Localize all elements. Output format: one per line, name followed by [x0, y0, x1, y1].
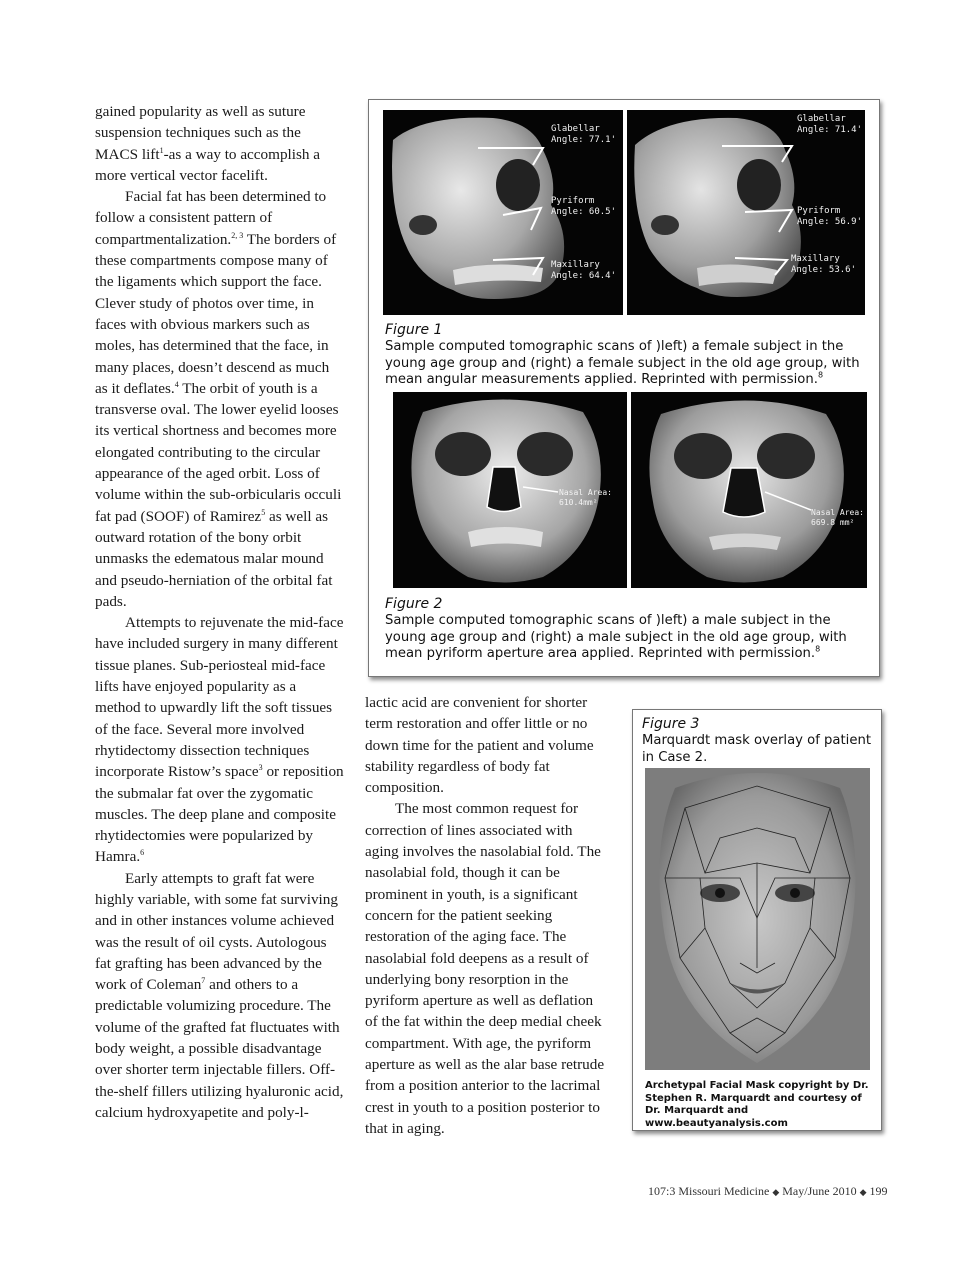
left-text-column — [95, 101, 345, 1123]
nasal-area-label: Nasal Area: 610.4mm² — [559, 488, 612, 507]
figure-3-credit: Archetypal Facial Mask copyright by Dr. Stephen R. Marquardt and courtesy of Dr. Marquardt and www.beautyanalysis.com — [645, 1080, 869, 1129]
ct-scan-female-young — [383, 110, 623, 315]
figure-1-title: Figure 1 — [385, 322, 443, 338]
marquardt-mask-photo — [645, 768, 870, 1070]
ct-scan-female-old — [627, 110, 865, 315]
glabellar-angle-label: Glabellar Angle: 77.1' — [551, 124, 617, 145]
pyriform-angle-label: Pyriform Angle: 56.9' — [797, 206, 863, 227]
journal-issue: 107:3 Missouri Medicine — [648, 1184, 770, 1198]
figure-3-box — [632, 709, 882, 1131]
figure-2-title: Figure 2 — [385, 596, 443, 612]
glabellar-angle-label: Glabellar Angle: 71.4' — [797, 114, 863, 135]
figure-2-caption: Sample computed tomographic scans of )left) a male subject in the young age group and (right) a male subject in the old age group, with mean pyriform aperture area applied. Reprinted with permission.$^8$ — [385, 613, 847, 661]
ct-scan-male-old — [631, 392, 867, 588]
paragraph-mid-face: Attempts to rejuvenate the mid-face have included surgery in many different tissue planes. Sub-periosteal mid-face lifts have enjoyed popularity as a method to upwardly lift the soft tissues of the face. Several more involved rhytidectomy dissection techniques incorporate Ristow’s space$^3$ or reposition the submalar fat over the zygomatic muscles. The deep plane and composite rhytidectomies were popularized by Hamra.$^6$ — [95, 614, 344, 866]
maxillary-angle-label: Maxillary Angle: 53.6' — [791, 254, 857, 275]
pyriform-angle-label: Pyriform Angle: 60.5' — [551, 196, 617, 217]
figure-1-caption: Sample computed tomographic scans of )left) a female subject in the young age group and (right) a female subject in the old age group, with mean angular measurements applied. Reprinted with permission.$^8$ — [385, 339, 860, 387]
nasal-area-label: Nasal Area: 669.8 mm² — [811, 508, 864, 527]
page-footer — [648, 1184, 888, 1199]
paragraph-facial-fat: Facial fat has been determined to follow a consistent pattern of compartmentalization.$^{2, 3}$ The borders of these compartments compose many of the ligaments which support the face. Clever study of photos over time, in faces with obvious markers such as moles, has determined that the face, in many places, doesn’t descend as much as it deflates.$^4$ The orbit of youth is a transverse oval. The lower eyelid looses its vertical shortness and becomes more elongated contributing to the circular appearance of the aged orbit. Loss of volume within the sub-orbicularis occuli fat pad (SOOF) of Ramirez$^5$ as well as outward rotation of the bony orbit unmasks the edematous malar mound and pseudo-herniation of the orbital fat pads. — [95, 188, 342, 610]
figure-1-2-box — [368, 99, 880, 677]
page-number: 199 — [869, 1184, 888, 1198]
paragraph-fat-graft: Early attempts to graft fat were highly variable, with some fat surviving and in other instances volume achieved was the result of oil cysts. Autologous fat grafting has been advanced by the work of Coleman$^7$ and others to a predictable volumizing procedure. The volume of the grafted fat fluctuates with body weight, a possible disadvantage over shorter term injectable fillers. Off-the-shelf fillers utilizing hyaluronic acid, calcium hydroxyapetite and poly-l- — [95, 869, 344, 1121]
issue-date: May/June 2010 — [782, 1184, 857, 1198]
separator-diamond: ◆ — [772, 1187, 780, 1197]
paragraph-nasolabial: The most common request for correction of lines associated with aging involves the nasolabial fold. The nasolabial fold, though it can be prominent in youth, is a significant concern for the patient seeking restoration of the aging face. The nasolabial fold deepens as a result of underlying bony resorption in the pyriform aperture as well as deflation of the fat within the deep medial cheek compartment. With age, the pyriform aperture as well as the alar base retrude from a position anterior to the lacrimal crest in youth to a position posterior to that in aging. — [365, 800, 605, 1137]
separator-diamond: ◆ — [859, 1187, 867, 1197]
maxillary-angle-label: Maxillary Angle: 64.4' — [551, 260, 617, 281]
paragraph-macs: gained popularity as well as suture suspension techniques such as the MACS lift$^1$-as a way to accomplish a more vertical vector facelift. — [95, 103, 321, 184]
middle-text-column — [365, 692, 605, 1139]
figure-3-title: Figure 3 — [642, 716, 700, 732]
skull-frontal-image — [631, 392, 867, 588]
face-mask-overlay — [645, 768, 870, 1070]
paragraph-lactic: lactic acid are convenient for shorter term restoration and offer little or no down time for the patient and volume stability regardless of body fat composition. — [365, 694, 594, 797]
ct-scan-male-young — [393, 392, 627, 588]
figure-3-caption: Marquardt mask overlay of patient in Case 2. — [642, 733, 871, 765]
